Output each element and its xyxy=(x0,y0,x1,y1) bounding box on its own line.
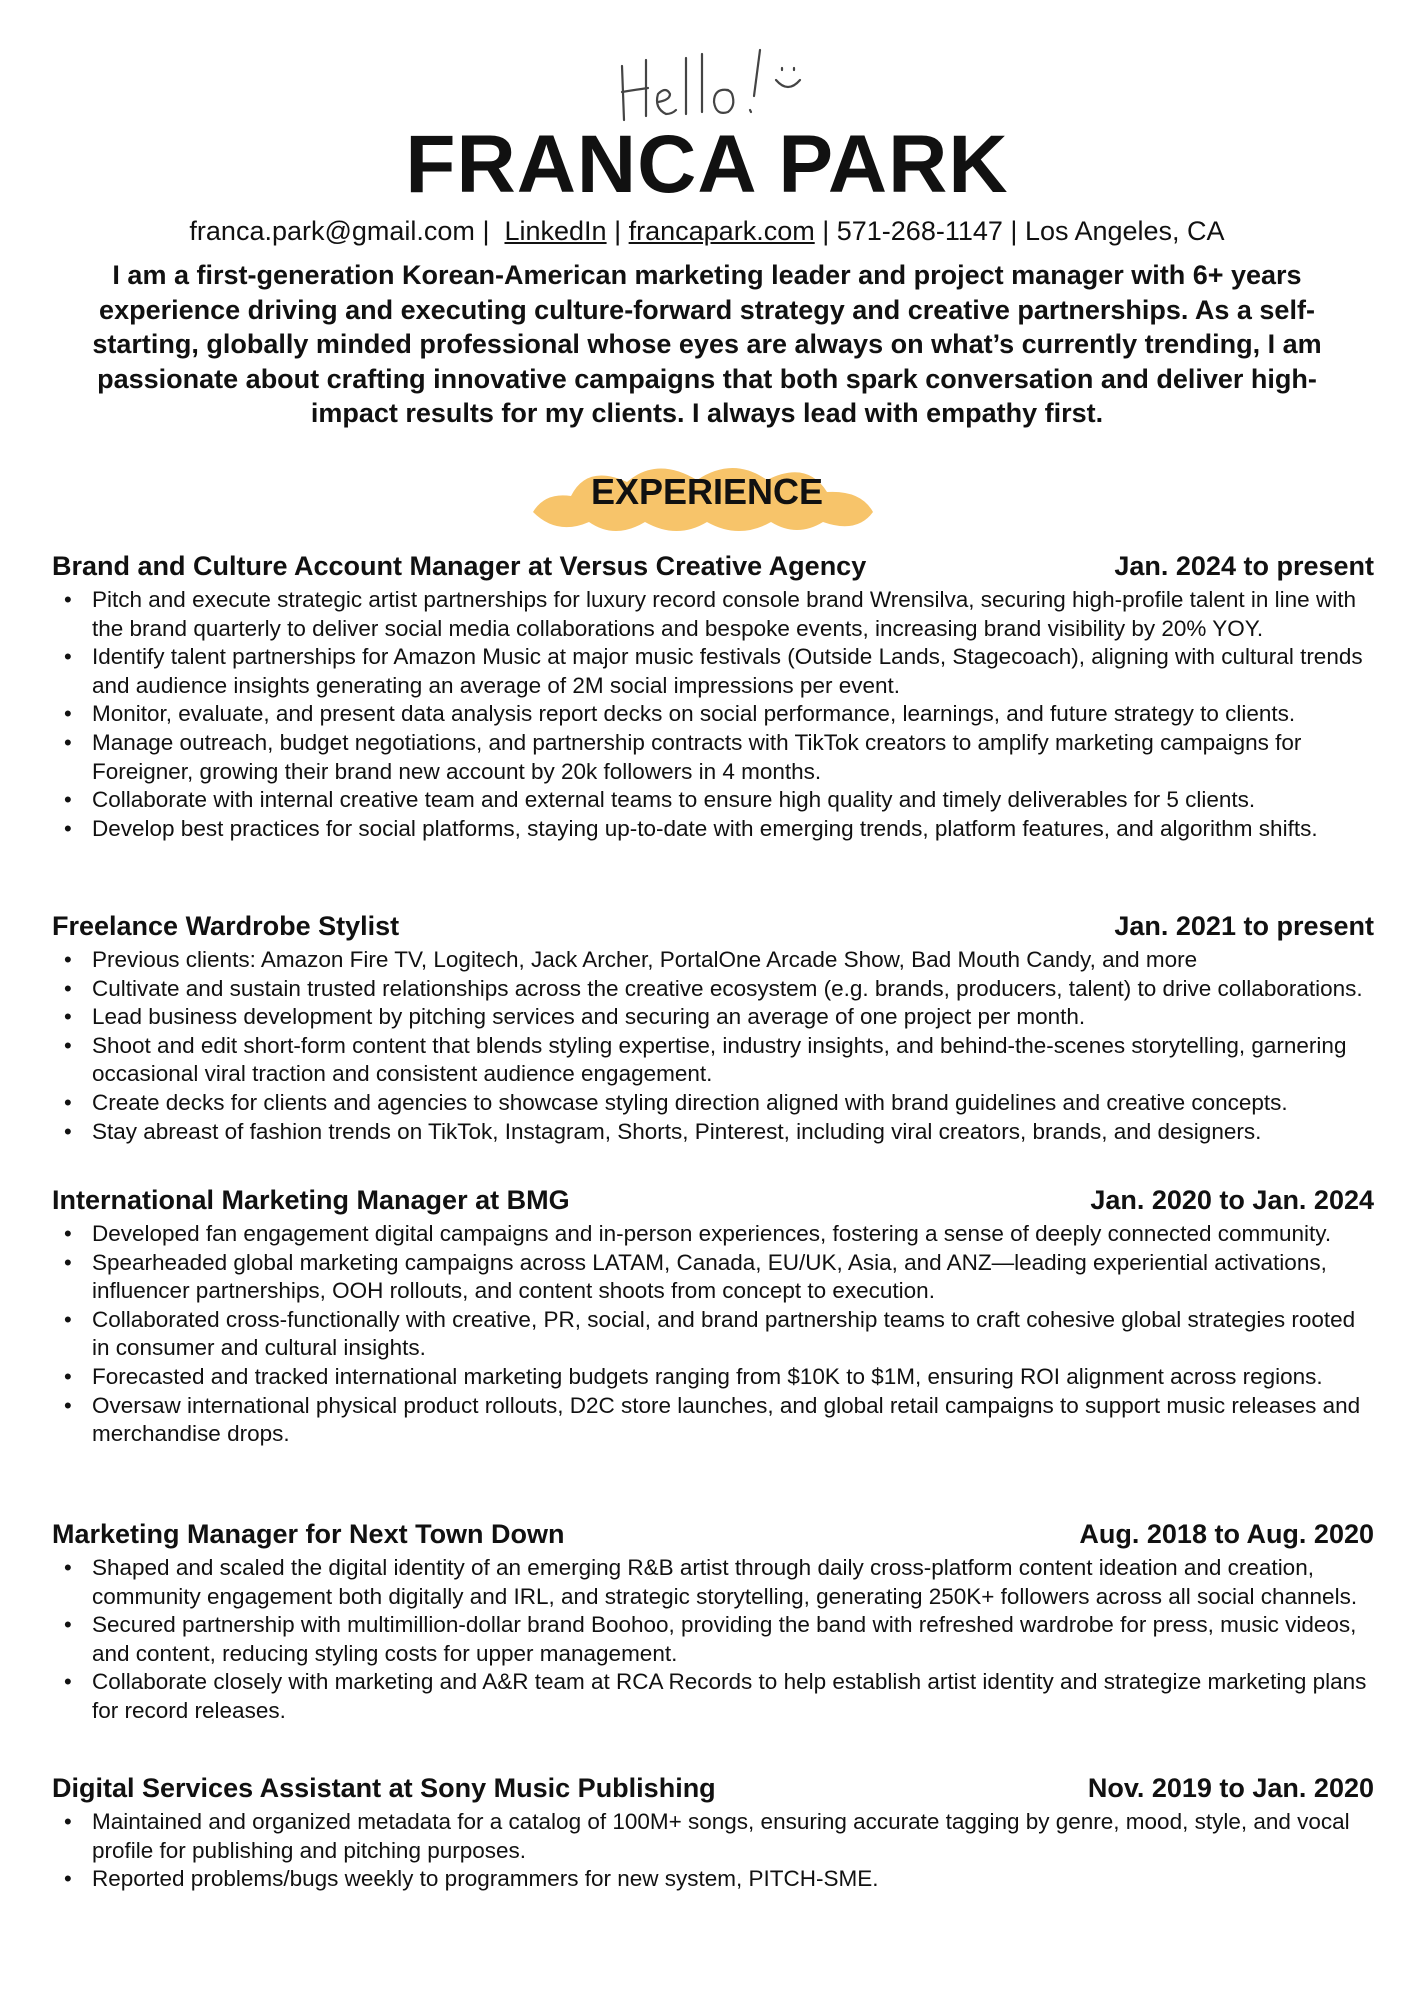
job-bullets xyxy=(52,1554,1374,1726)
list-item: • Maintained and organized metadata for a catalog of 100M+ songs, ensuring accurate tagging by genre, mood, style, and vocal profile for publishing and pitching purposes. xyxy=(92,1808,1374,1865)
contact-line xyxy=(0,214,1414,248)
separator: | xyxy=(1010,216,1018,246)
job-entry xyxy=(52,908,1374,1146)
job-header xyxy=(52,1516,1374,1552)
candidate-name: FRANCA PARK xyxy=(405,119,1009,210)
separator: | xyxy=(822,216,830,246)
job-dates: Nov. 2019 to Jan. 2020 xyxy=(1087,1773,1374,1803)
job-dates: Jan. 2021 to present xyxy=(1114,911,1374,941)
website-link[interactable]: francapark.com xyxy=(628,216,815,246)
email-text: franca.park@gmail.com xyxy=(189,216,475,246)
job-header xyxy=(52,548,1374,584)
job-bullets xyxy=(52,946,1374,1146)
separator: | xyxy=(482,216,490,246)
list-item: • Identify talent partnerships for Amazon Music at major music festivals (Outside Lands, Stagecoach), aligning with cultural trends and audience insights generating an average of 2M social impressions per event. xyxy=(92,643,1374,700)
list-item: • Cultivate and sustain trusted relationships across the creative ecosystem (e.g. brands, producers, talent) to drive collaborations. xyxy=(92,975,1374,1004)
summary-paragraph: I am a first-generation Korean-American marketing leader and project manager with 6+ years experience driving and executing culture-forward strategy and creative partnerships. As a self-starting, globally minded professional whose eyes are always on what’s currently trending, I am passionate about crafting innovative campaigns that both spark conversation and deliver high-impact results for my clients. I always lead with empathy first. xyxy=(92,260,1322,428)
job-entry xyxy=(52,1770,1374,1894)
job-bullets xyxy=(52,1220,1374,1449)
job-entry xyxy=(52,1516,1374,1726)
job-title: Freelance Wardrobe Stylist xyxy=(52,911,400,941)
experience-heading xyxy=(527,452,887,542)
list-item: • Monitor, evaluate, and present data analysis report decks on social performance, learnings, and future strategy to clients. xyxy=(92,700,1374,729)
list-item: • Reported problems/bugs weekly to programmers for new system, PITCH-SME. xyxy=(92,1865,1374,1894)
job-entry xyxy=(52,548,1374,843)
linkedin-link[interactable]: LinkedIn xyxy=(504,216,607,246)
section-title: EXPERIENCE xyxy=(590,471,824,512)
list-item: • Pitch and execute strategic artist partnerships for luxury record console brand Wrensilva, securing high-profile talent in line with the brand quarterly to deliver social media collaborations and bespoke events, increasing brand visibility by 20% YOY. xyxy=(92,586,1374,643)
job-title: Digital Services Assistant at Sony Music Publishing xyxy=(52,1773,716,1803)
list-item: • Manage outreach, budget negotiations, and partnership contracts with TikTok creators to amplify marketing campaigns for Foreigner, growing their brand new account by 20k followers in 4 months. xyxy=(92,729,1374,786)
list-item: • Collaborate closely with marketing and A&R team at RCA Records to help establish artist identity and strategize marketing plans for record releases. xyxy=(92,1668,1374,1725)
separator: | xyxy=(614,216,622,246)
job-bullets xyxy=(52,586,1374,843)
job-title: Marketing Manager for Next Town Down xyxy=(52,1519,565,1549)
location-text: Los Angeles, CA xyxy=(1024,216,1225,246)
hello-handwriting xyxy=(600,38,860,128)
job-title: Brand and Culture Account Manager at Versus Creative Agency xyxy=(52,551,867,581)
job-header xyxy=(52,908,1374,944)
job-header xyxy=(52,1182,1374,1218)
list-item: • Collaborated cross-functionally with creative, PR, social, and brand partnership teams to craft cohesive global strategies rooted in consumer and cultural insights. xyxy=(92,1306,1374,1363)
list-item: • Lead business development by pitching services and securing an average of one project per month. xyxy=(92,1003,1374,1032)
list-item: • Collaborate with internal creative team and external teams to ensure high quality and timely deliverables for 5 clients. xyxy=(92,786,1374,815)
list-item: • Shaped and scaled the digital identity of an emerging R&B artist through daily cross-platform content ideation and creation, community engagement both digitally and IRL, and strategic storytelling, generating 250K+ followers across all social channels. xyxy=(92,1554,1374,1611)
list-item: • Shoot and edit short-form content that blends styling expertise, industry insights, and behind-the-scenes storytelling, garnering occasional viral traction and consistent audience engagement. xyxy=(92,1032,1374,1089)
list-item: • Create decks for clients and agencies to showcase styling direction aligned with brand guidelines and creative concepts. xyxy=(92,1089,1374,1118)
list-item: • Spearheaded global marketing campaigns across LATAM, Canada, EU/UK, Asia, and ANZ—leading experiential activations, influencer partnerships, OOH rollouts, and content shoots from concept to execution. xyxy=(92,1249,1374,1306)
list-item: • Developed fan engagement digital campaigns and in-person experiences, fostering a sense of deeply connected community. xyxy=(92,1220,1374,1249)
list-item: • Develop best practices for social platforms, staying up-to-date with emerging trends, platform features, and algorithm shifts. xyxy=(92,815,1374,844)
hello-handwriting-drawing xyxy=(600,38,860,128)
job-entry xyxy=(52,1182,1374,1449)
list-item: • Stay abreast of fashion trends on TikTok, Instagram, Shorts, Pinterest, including viral creators, brands, and designers. xyxy=(92,1118,1374,1147)
list-item: • Oversaw international physical product rollouts, D2C store launches, and global retail campaigns to support music releases and merchandise drops. xyxy=(92,1392,1374,1449)
job-header xyxy=(52,1770,1374,1806)
list-item: • Forecasted and tracked international marketing budgets ranging from $10K to $1M, ensuring ROI alignment across regions. xyxy=(92,1363,1374,1392)
job-title: International Marketing Manager at BMG xyxy=(52,1185,570,1215)
phone-text: 571-268-1147 xyxy=(836,216,1003,246)
job-bullets xyxy=(52,1808,1374,1894)
list-item: • Secured partnership with multimillion-dollar brand Boohoo, providing the band with refreshed wardrobe for press, music videos, and content, reducing styling costs for upper management. xyxy=(92,1611,1374,1668)
job-dates: Jan. 2024 to present xyxy=(1114,551,1374,581)
list-item: • Previous clients: Amazon Fire TV, Logitech, Jack Archer, PortalOne Arcade Show, Bad Mouth Candy, and more xyxy=(92,946,1374,975)
job-dates: Jan. 2020 to Jan. 2024 xyxy=(1090,1185,1374,1215)
job-dates: Aug. 2018 to Aug. 2020 xyxy=(1079,1519,1374,1549)
